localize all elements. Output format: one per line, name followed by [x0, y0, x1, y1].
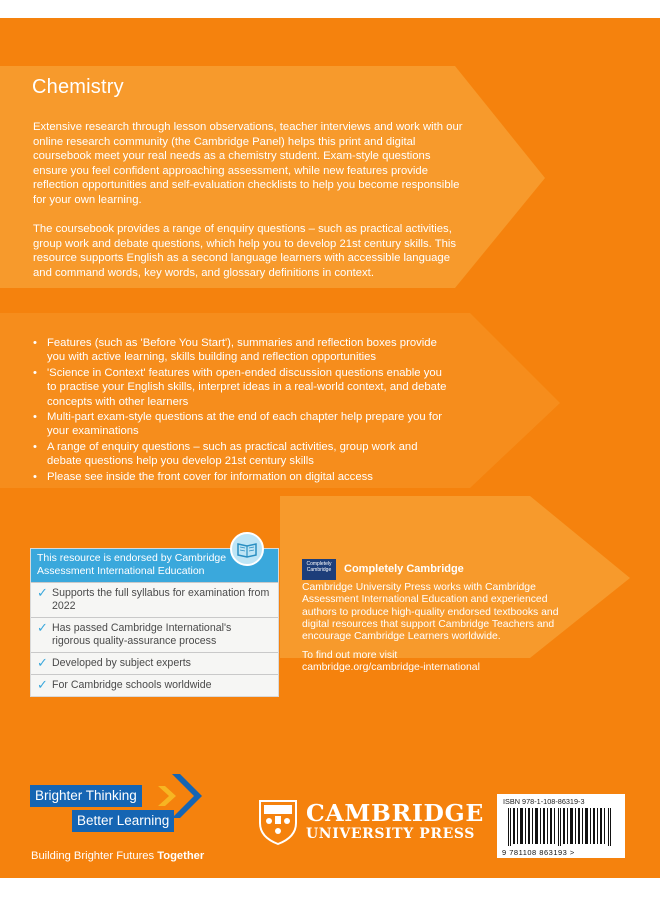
check-icon: ✓ — [37, 620, 48, 635]
feature-item: • Please see inside the front cover for information on digital access — [33, 470, 453, 484]
endorsement-item-text: For Cambridge schools worldwide — [52, 679, 212, 691]
tagline-prefix: Building Brighter Futures — [31, 850, 158, 862]
brighter-thinking-label: Brighter Thinking — [30, 785, 142, 807]
endorsement-item-text: Developed by subject experts — [52, 657, 191, 669]
barcode — [497, 794, 625, 858]
feature-item: • 'Science in Context' features with open-ended discussion questions enable you to practise your English skills, interpret ideas in a real-world context, and debate concepts with other learners — [33, 366, 453, 409]
completely-cambridge-visit — [302, 650, 480, 675]
feature-list — [33, 336, 453, 485]
endorsement-box — [30, 548, 279, 697]
completely-cambridge-title: Completely Cambridge — [344, 563, 464, 575]
feature-item: • Multi-part exam-style questions at the end of each chapter help prepare you for your examinations — [33, 410, 453, 439]
publisher-sub: UNIVERSITY PRESS — [306, 826, 476, 842]
better-learning-label: Better Learning — [72, 810, 174, 832]
tagline-bold: Together — [157, 850, 205, 862]
open-book-icon — [230, 532, 264, 566]
feature-item: • Features (such as 'Before You Start'), summaries and reflection boxes provide you with active learning, skills building and reflection opportunities — [33, 336, 453, 365]
publisher-name: CAMBRIDGE — [306, 799, 484, 827]
completely-cambridge-text: Cambridge University Press works with Cambridge Assessment International Education and experienced authors to produce high-quality endorsed textbooks and digital resources that support Cambridge Teachers and encourage Cambridge Learners worldwide. — [302, 582, 559, 643]
endorsement-item — [31, 617, 278, 652]
check-icon: ✓ — [37, 677, 48, 692]
endorsement-item — [31, 652, 278, 674]
isbn-text: ISBN 978-1-108-86319-3 — [503, 797, 585, 806]
feature-item: • A range of enquiry questions – such as practical activities, group work and debate questions help you develop 21st century skills — [33, 440, 453, 469]
check-icon: ✓ — [37, 655, 48, 670]
visit-label: To find out more visit — [302, 650, 398, 661]
barcode-bars — [502, 808, 620, 846]
subject-title: Chemistry — [32, 76, 124, 98]
endorsement-item-text: Has passed Cambridge International's rigorous quality-assurance process — [52, 622, 232, 647]
intro-paragraph-2: The coursebook provides a range of enquiry questions – such as practical activities, group work and debate questions, which help you to develop 21st century skills. This resource supports English as a second language learners with accessible language and command words, key words, and glossary definitions in context. — [33, 223, 457, 279]
visit-link[interactable]: cambridge.org/cambridge-international — [302, 662, 480, 674]
back-cover — [0, 18, 660, 878]
tagline — [31, 850, 204, 862]
intro-paragraph-1: Extensive research through lesson observations, teacher interviews and work with our online research community (the Cambridge Panel) helps this print and digital coursebook meet your real needs as a chemistry student. Exam-style questions ensure you feel confident approaching assessment, while new features provide reflection opportunities and self-evaluation checklists to help you become responsible for your own learning. — [33, 121, 463, 206]
endorsement-item — [31, 674, 278, 696]
cambridge-crest-icon — [258, 799, 298, 845]
endorsement-item-text: Supports the full syllabus for examination from 2022 — [52, 587, 270, 612]
barcode-number: 9 781108 863193 > — [502, 848, 575, 857]
check-icon: ✓ — [37, 585, 48, 600]
endorsement-item — [31, 582, 278, 617]
endorsement-heading: This resource is endorsed by Cambridge Assessment International Education — [31, 549, 278, 582]
completely-cambridge-logo: Completely Cambridge — [302, 559, 336, 580]
